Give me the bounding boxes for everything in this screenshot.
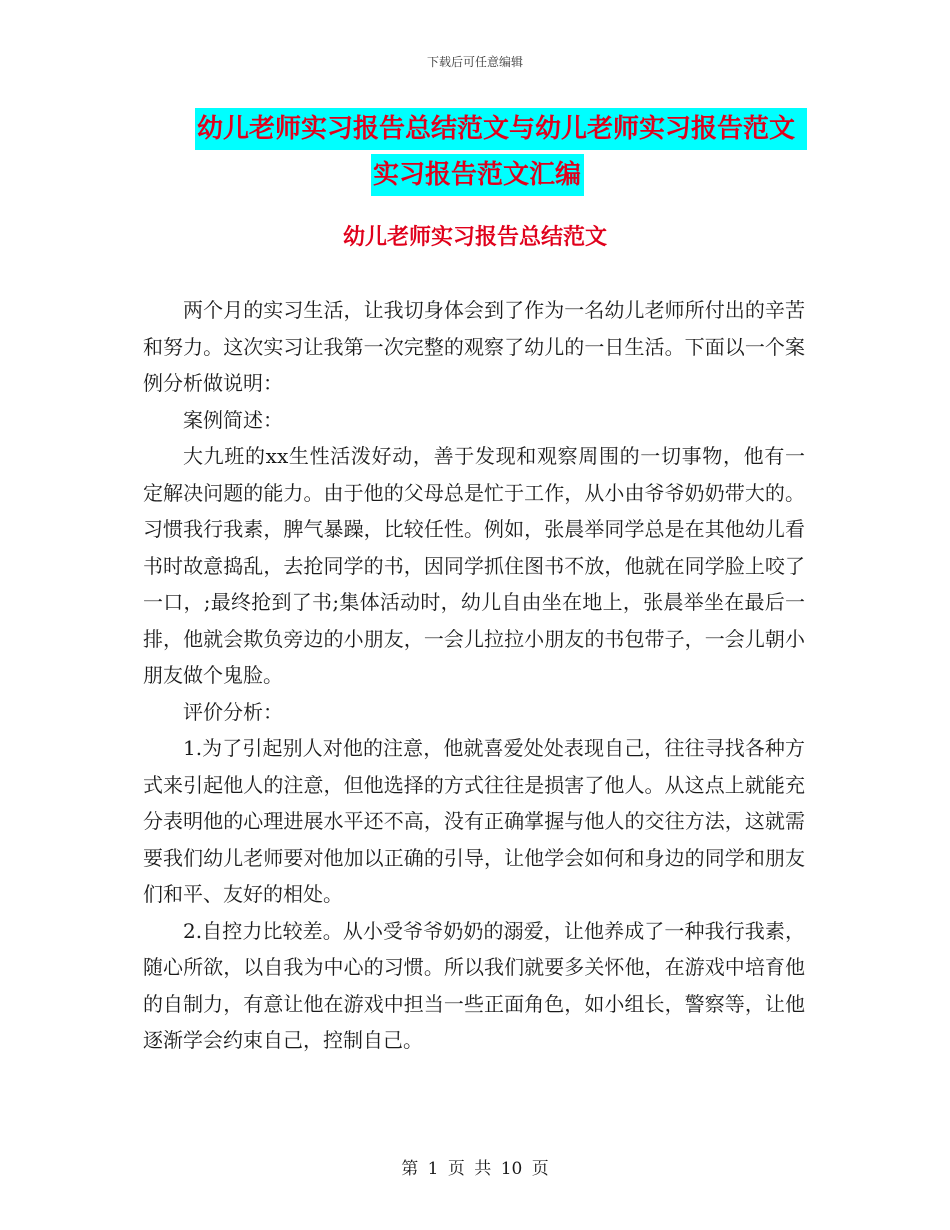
page-header-note: 下载后可任意编辑 <box>426 55 523 69</box>
paragraph-case-heading: 案例简述： <box>183 407 283 432</box>
document-title-line-1: 幼儿老师实习报告总结范文与幼儿老师实习报告范文 <box>195 108 807 150</box>
paragraph-analysis-point-2: 2.自控力比较差。从小受爷爷奶奶的溺爱，让他养成了一种我行我素，随心所欲，以自我为中心的习惯。所以我们就要多关怀他，在游戏中培育他的自制力，有意让他在游戏中担当一些正面角色，如小组长，警察等，让他逐渐学会约束自己，控制自己。 <box>143 918 805 1052</box>
document-title-line-2: 实习报告范文汇编 <box>371 154 584 196</box>
paragraph-analysis-point-1: 1.为了引起别人对他的注意，他就喜爱处处表现自己，往往寻找各种方式来引起他人的注意，但他选择的方式往往是损害了他人。从这点上就能充分表明他的心理进展水平还不高，没有正确掌握与他人的交往方法，这就需要我们幼儿老师要对他加以正确的引导，让他学会如何和身边的同学和朋友们和平、友好的相处。 <box>143 736 805 906</box>
paragraph-case-description: 大九班的xx生性活泼好动，善于发现和观察周围的一切事物，他有一定解决问题的能力。由于他的父母总是忙于工作，从小由爷爷奶奶带大的。习惯我行我素，脾气暴躁，比较任性。例如，张晨举同学总是在其他幼儿看书时故意捣乱，去抢同学的书，因同学抓住图书不放，他就在同学脸上咬了一口，;最终抢到了书;集体活动时，幼儿自由坐在地上，张晨举坐在最后一排，他就会欺负旁边的小朋友，一会儿拉拉小朋友的书包带子，一会儿朝小朋友做个鬼脸。 <box>143 444 805 687</box>
paragraph-intro: 两个月的实习生活，让我切身体会到了作为一名幼儿老师所付出的辛苦和努力。这次实习让我第一次完整的观察了幼儿的一日生活。下面以一个案例分析做说明： <box>143 298 805 395</box>
section-title: 幼儿老师实习报告总结范文 <box>342 225 607 250</box>
paragraph-analysis-heading: 评价分析： <box>183 699 283 724</box>
page-number: 第 1 页 共 10 页 <box>401 1159 549 1179</box>
document-body <box>143 292 805 1059</box>
